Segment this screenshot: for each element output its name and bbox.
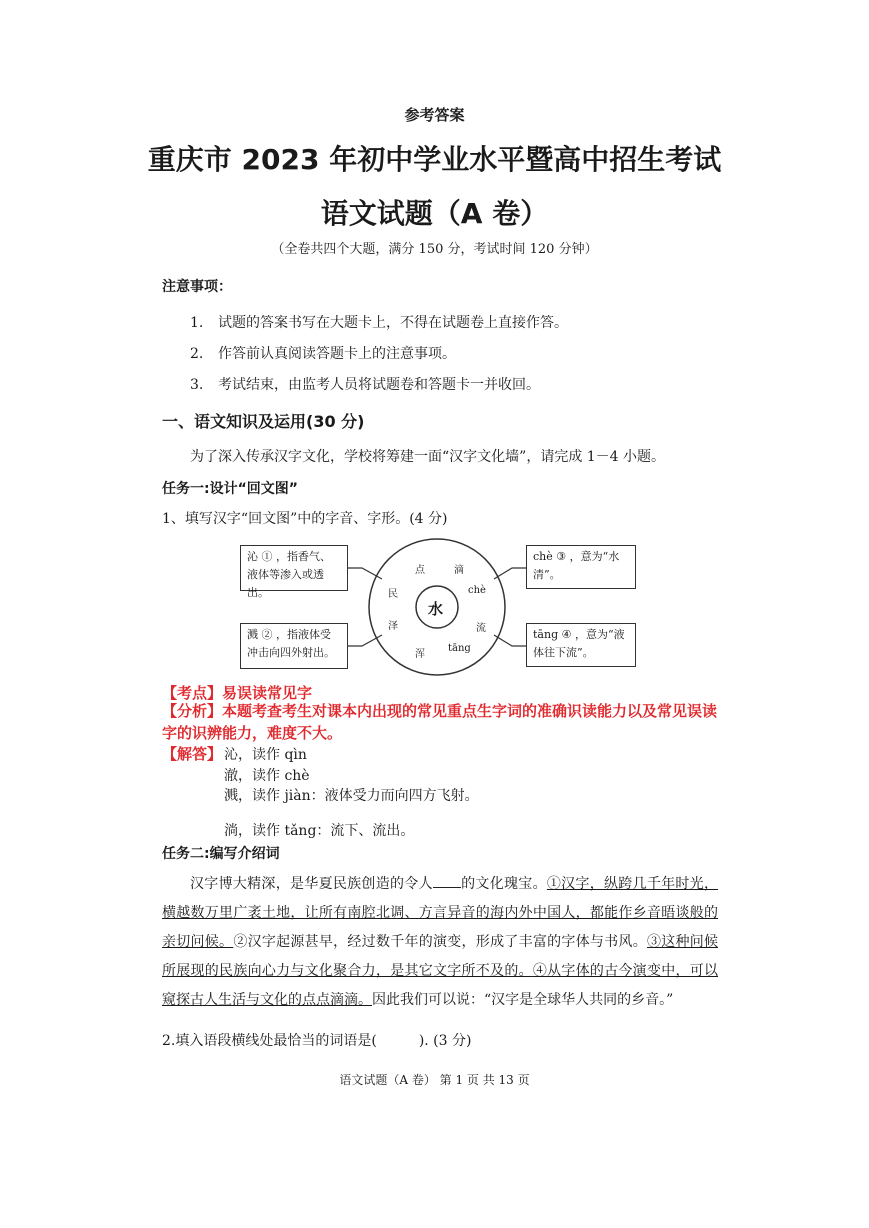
diagram-ring-pinyin: tāng — [448, 643, 471, 654]
huiwen-diagram — [232, 537, 642, 677]
diagram-ring-char: 泽 — [388, 621, 398, 632]
paragraph-text: 的文化瑰宝。 — [460, 876, 547, 892]
page-footer: 语文试题（A 卷） 第 1 页 共 13 页 — [339, 1073, 530, 1087]
notice-item — [190, 312, 568, 332]
question-2: 2.填入语段横线处最恰当的词语是( ). (3 分) — [162, 1033, 472, 1049]
task2-title: 任务二:编写介绍词 — [162, 846, 280, 862]
diagram-box-top-left: 沁 ① ，指香气、液体等渗入或透出。 — [240, 545, 348, 591]
notice-item — [190, 374, 540, 394]
task2-paragraph — [162, 870, 718, 1015]
paragraph-underlined-sentence: ③这种问候所展现的民族向心力与文化聚合力，是其它文字所不及的。 — [162, 934, 719, 979]
notice-title: 注意事项： — [162, 279, 232, 295]
exam-note: （全卷共四个大题，满分 150 分，考试时间 120 分钟） — [271, 242, 598, 257]
diagram-ring-pinyin: chè — [468, 585, 486, 596]
answer-kaodian: 【考点】易误读常见字 — [162, 684, 313, 702]
paragraph-text: ②汉字起源甚早，经过数千年的演变，形成了丰富的字体与书风。 — [233, 934, 647, 950]
answer-fenxi: 【分析】本题考查考生对课本内出现的常见重点生字词的准确识读能力以及常见误读字的识辨能力，难度不大。 — [162, 702, 718, 742]
answer-key-label: 参考答案 — [404, 106, 465, 124]
answer-jieda-label: 【解答】 — [162, 745, 223, 763]
notice-item-text: 考试结束，由监考人员将试题卷和答题卡一并收回。 — [218, 377, 540, 393]
answer-line: 澈，读作 chè — [224, 768, 310, 784]
exam-subtitle: 语文试题（A 卷） — [320, 197, 549, 230]
diagram-box-top-right: chè ③ ，意为“水清”。 — [526, 545, 636, 589]
notice-item-text: 试题的答案书写在大题卡上，不得在试题卷上直接作答。 — [218, 315, 568, 331]
paragraph-text: 汉字博大精深，是华夏民族创造的令人 — [190, 876, 433, 892]
notice-item-text: 作答前认真阅读答题卡上的注意事项。 — [218, 346, 456, 362]
answer-line: 沁，读作 qìn — [224, 747, 307, 763]
diagram-ring-char: 浑 — [415, 649, 425, 660]
answer-line: 淌，读作 tǎng：流下、流出。 — [224, 823, 415, 839]
paragraph-text: 因此我们可以说：“汉字是全球华人共同的乡音。” — [372, 992, 674, 1008]
diagram-center-char: 水 — [428, 600, 444, 618]
diagram-box-bottom-right: tāng ④ ，意为“液体往下流”。 — [526, 623, 636, 667]
diagram-ring-char: 民 — [388, 589, 398, 600]
notice-item — [190, 343, 456, 363]
exam-title: 重庆市 2023 年初中学业水平暨高中招生考试 — [147, 143, 722, 176]
section-intro: 为了深入传承汉字文化，学校将筹建一面“汉字文化墙”，请完成 1－4 小题。 — [190, 449, 666, 465]
diagram-ring-char: 滴 — [454, 565, 464, 576]
notice-item-number: 3. — [190, 377, 204, 393]
notice-item-number: 1. — [190, 315, 204, 331]
notice-item-number: 2. — [190, 346, 204, 362]
paragraph-underlined-sentence: ④从字体的古今演变中，可以窥探古人生活与文化的点点滴滴。 — [162, 963, 719, 1008]
fill-in-blank — [433, 873, 461, 888]
question-1: 1、填写汉字“回文图”中的字音、字形。(4 分) — [162, 511, 448, 527]
diagram-ring-char: 点 — [415, 565, 425, 576]
diagram-box-bottom-left: 溅 ② ，指液体受冲击向四外射出。 — [240, 623, 348, 669]
task1-title: 任务一:设计“回文图” — [162, 481, 299, 497]
paragraph-underlined-sentence: ①汉字，纵跨几千年时光，横越数万里广袤土地，让所有南腔北调、方言异音的海内外中国人，都能作乡音晤谈般的亲切问候。 — [162, 876, 719, 950]
diagram-ring-char: 流 — [476, 623, 486, 634]
section-title: 一、语文知识及运用(30 分) — [162, 412, 365, 431]
answer-line: 溅，读作 jiàn：液体受力而向四方飞射。 — [224, 788, 479, 804]
